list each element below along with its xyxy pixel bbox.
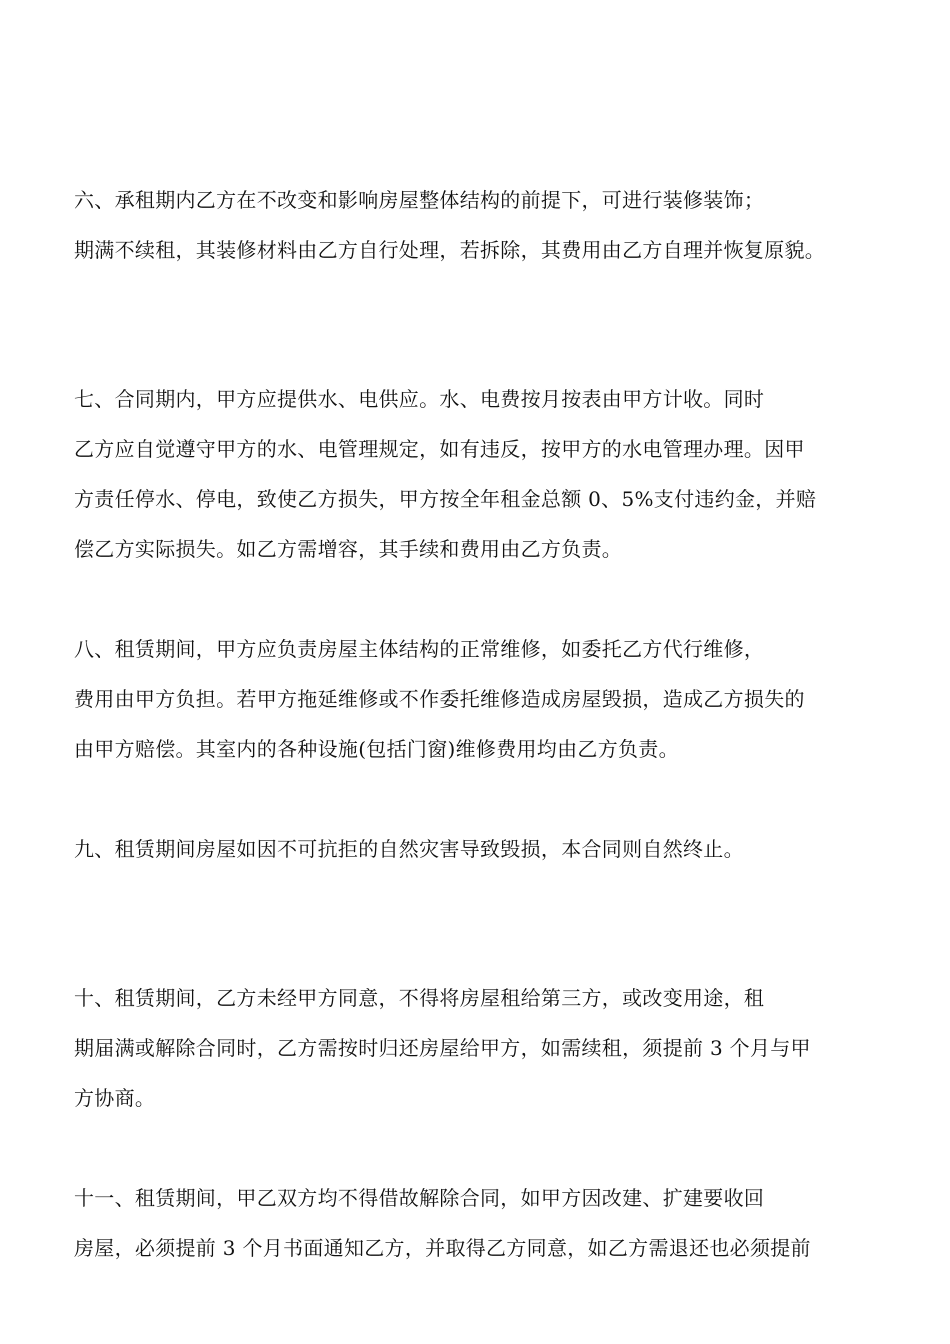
- paragraph-7-line-2: 乙方应自觉遵守甲方的水、电管理规定，如有违反，按甲方的水电管理办理。因甲: [74, 437, 805, 461]
- paragraph-11-line-2: 房屋，必须提前 3 个月书面通知乙方，并取得乙方同意，如乙方需退还也必须提前: [74, 1236, 811, 1260]
- paragraph-10-line-1: 十、租赁期间，乙方未经甲方同意，不得将房屋租给第三方，或改变用途，租: [74, 986, 765, 1010]
- paragraph-11-line-1: 十一、租赁期间，甲乙双方均不得借故解除合同，如甲方因改建、扩建要收回: [74, 1186, 765, 1210]
- paragraph-7-line-1: 七、合同期内，甲方应提供水、电供应。水、电费按月按表由甲方计收。同时: [74, 387, 765, 411]
- paragraph-8-line-3: 由甲方赔偿。其室内的各种设施(包括门窗)维修费用均由乙方负责。: [74, 737, 679, 761]
- paragraph-10-line-3: 方协商。: [74, 1086, 156, 1110]
- paragraph-8-line-1: 八、租赁期间，甲方应负责房屋主体结构的正常维修，如委托乙方代行维修，: [74, 637, 765, 661]
- paragraph-10-line-2: 期届满或解除合同时，乙方需按时归还房屋给甲方，如需续租，须提前 3 个月与甲: [74, 1036, 811, 1060]
- paragraph-6-line-1: 六、承租期内乙方在不改变和影响房屋整体结构的前提下，可进行装修装饰；: [74, 188, 765, 212]
- paragraph-8-line-2: 费用由甲方负担。若甲方拖延维修或不作委托维修造成房屋毁损，造成乙方损失的: [74, 687, 805, 711]
- paragraph-7-line-4: 偿乙方实际损失。如乙方需增容，其手续和费用由乙方负责。: [74, 537, 623, 561]
- paragraph-9-line-1: 九、租赁期间房屋如因不可抗拒的自然灾害导致毁损，本合同则自然终止。: [74, 837, 744, 861]
- paragraph-7-line-3: 方责任停水、停电，致使乙方损失，甲方按全年租金总额 0、5%支付违约金，并赔: [74, 487, 817, 511]
- paragraph-6-line-2: 期满不续租，其装修材料由乙方自行处理，若拆除，其费用由乙方自理并恢复原貌。: [74, 238, 826, 262]
